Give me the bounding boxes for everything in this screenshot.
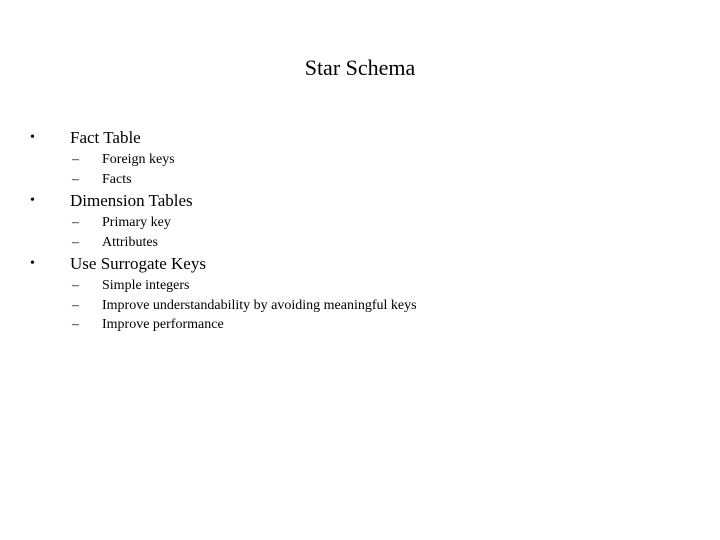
sub-marker: –	[72, 317, 79, 332]
sub-item	[30, 150, 690, 170]
sub-marker: –	[72, 215, 79, 230]
bullet-marker: •	[30, 256, 35, 271]
slide-title	[0, 54, 720, 82]
bullet-group-surrogate-keys	[30, 252, 690, 335]
bullet-group-fact-table	[30, 126, 690, 189]
sub-item	[30, 315, 690, 335]
bullet-item	[30, 189, 690, 213]
sub-text: Simple integers	[102, 278, 190, 293]
sub-list	[30, 150, 690, 189]
sub-text: Improve understandability by avoiding meaningful keys	[102, 297, 417, 313]
bullet-marker: •	[30, 193, 35, 208]
sub-item	[30, 276, 690, 296]
sub-text: Facts	[102, 171, 132, 187]
slide-title-text: Star Schema	[304, 55, 416, 80]
bullet-marker: •	[30, 130, 35, 145]
sub-item	[30, 170, 690, 190]
sub-item	[30, 233, 690, 253]
slide-content	[30, 126, 690, 335]
sub-marker: –	[72, 278, 79, 293]
sub-text: Foreign keys	[102, 152, 175, 167]
sub-text: Attributes	[102, 234, 158, 250]
sub-marker: –	[72, 234, 79, 250]
bullet-item	[30, 252, 690, 276]
sub-list	[30, 276, 690, 335]
sub-marker: –	[72, 171, 79, 187]
sub-item	[30, 296, 690, 316]
sub-text: Improve performance	[102, 317, 224, 332]
sub-list	[30, 213, 690, 252]
bullet-item	[30, 126, 690, 150]
bullet-text: Use Surrogate Keys	[70, 254, 206, 273]
sub-marker: –	[72, 297, 79, 313]
bullet-text: Fact Table	[70, 128, 141, 147]
bullet-text: Dimension Tables	[70, 191, 193, 210]
sub-marker: –	[72, 152, 79, 167]
sub-text: Primary key	[102, 215, 171, 230]
bullet-group-dimension-tables	[30, 189, 690, 252]
sub-item	[30, 213, 690, 233]
